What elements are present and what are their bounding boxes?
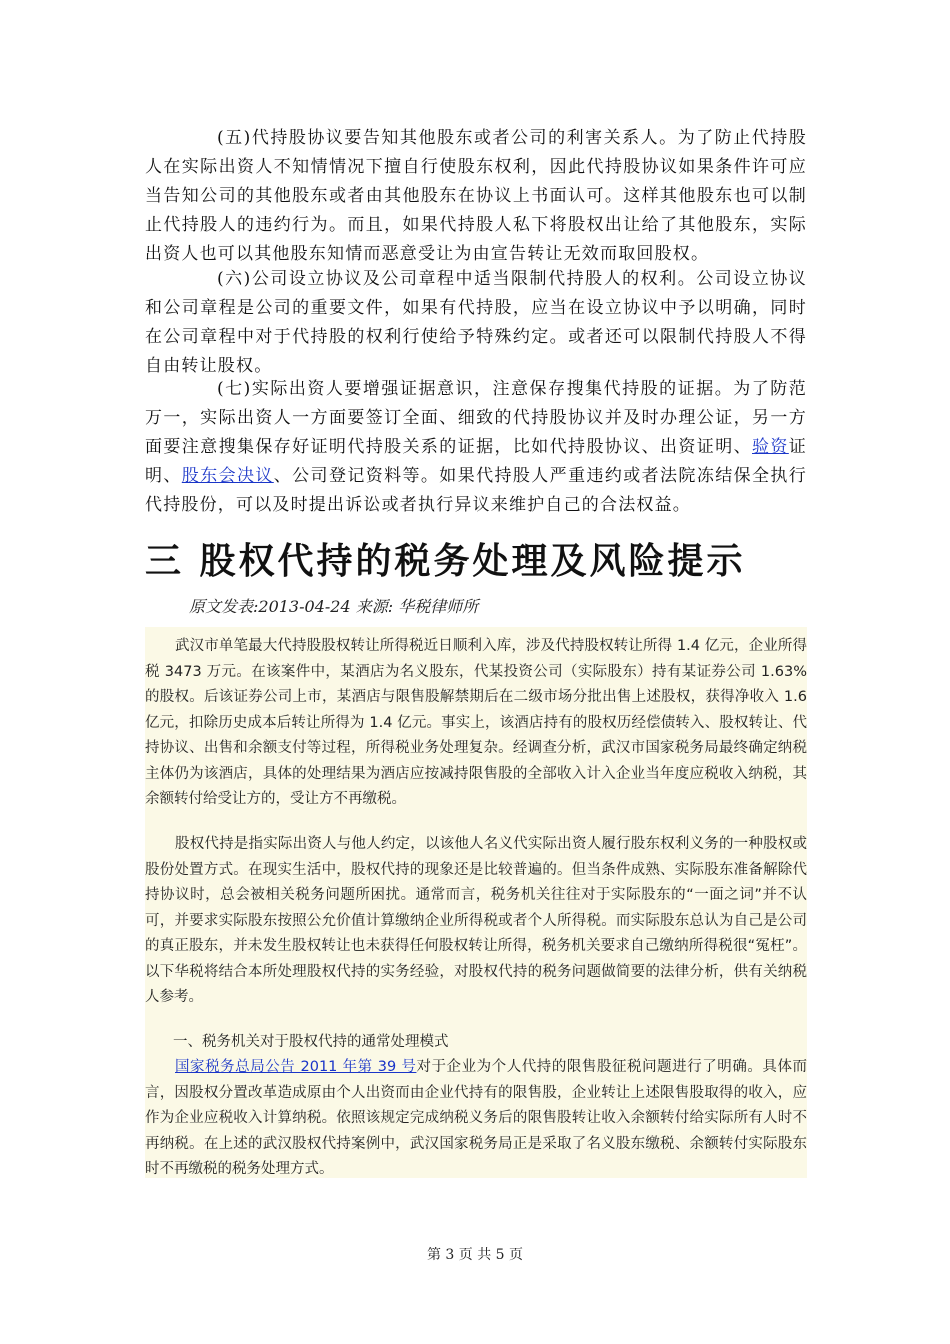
quoted-article-box	[145, 627, 807, 1178]
paragraph-five: (五)代持股协议要告知其他股东或者公司的利害关系人。为了防止代持股人在实际出资人不知情情况下擅自行使股东权利，因此代持股协议如果条件许可应当告知公司的其他股东或者由其他股东在协议上书面认可。这样其他股东也可以制止代持股人的违约行为。而且，如果代持股人私下将股权出让给了其他股东，实际出资人也可以其他股东知情而恶意受让为由宣告转让无效而取回股权。	[145, 128, 807, 264]
paragraph-seven-part-c: 、公司登记资料等。如果代持股人严重违约或者法院冻结保全执行代持股份，可以及时提出诉讼或者执行异议来维护自己的合法权益。	[145, 466, 807, 515]
article-meta: 原文发表:2013-04-24 来源: 华税律师所	[189, 597, 479, 616]
paragraph-seven-part-a: (七)实际出资人要增强证据意识，注意保存搜集代持股的证据。为了防范万一，实际出资人一方面要签订全面、细致的代持股协议并及时办理公证，另一方面要注意搜集保存好证明代持股关系的证据，比如代持股协议、出资证明、	[145, 379, 807, 457]
article-paragraph-1: 武汉市单笔最大代持股股权转让所得税近日顺利入库，涉及代持股权转让所得 1.4 亿元，企业所得税 3473 万元。在该案件中，某酒店为名义股东，代某投资公司（实际股东）持有某证券公司 1.63%的股权。后该证券公司上市，某酒店与限售股解禁期后在二级市场分批出售上述股权，获得净收入 1.6 亿元，扣除历史成本后转让所得为 1.4 亿元。事实上，该酒店持有的股权历经偿债转入、股权转让、代持协议、出售和余额支付等过程，所得税业务处理复杂。经调查分析，武汉市国家税务局最终确定纳税主体仍为该酒店，具体的处理结果为酒店应按减持限售股的全部收入计入企业当年度应税收入纳税，其余额转付给受让方的，受让方不再缴税。	[145, 638, 807, 807]
shareholder-resolution-link[interactable]: 股东会决议	[181, 466, 274, 486]
paragraph-seven-part-b: 证明、	[145, 437, 807, 486]
article-paragraph-4-text: 对于企业为个人代持的限售股征税问题进行了明确。具体而言，因股权分置改革造成原由个人出资而由企业代持有的限售股，企业转让上述限售股取得的收入，应作为企业应税收入计算纳税。依照该规定完成纳税义务后的限售股转让收入余额转付给实际所有人时不再纳税。在上述的武汉股权代持案例中，武汉国家税务局正是采取了名义股东缴税、余额转付实际股东时不再缴税的税务处理方式。	[145, 1059, 807, 1177]
capital-verification-link[interactable]: 验资	[752, 437, 789, 457]
paragraph-six: (六)公司设立协议及公司章程中适当限制代持股人的权利。公司设立协议和公司章程是公司的重要文件，如果有代持股，应当在设立协议中予以明确，同时在公司章程中对于代持股的权利行使给予特殊约定。或者还可以限制代持股人不得自由转让股权。	[145, 269, 807, 376]
article-paragraph-2: 股权代持是指实际出资人与他人约定，以该他人名义代实际出资人履行股东权利义务的一种股权或股份处置方式。在现实生活中，股权代持的现象还是比较普遍的。但当条件成熟、实际股东准备解除代持协议时，总会被相关税务问题所困扰。通常而言，税务机关往往对于实际股东的“一面之词”并不认可，并要求实际股东按照公允价值计算缴纳企业所得税或者个人所得税。而实际股东总认为自己是公司的真正股东，并未发生股权转让也未获得任何股权转让所得，税务机关要求自己缴纳所得税很“冤枉”。以下华税将结合本所处理股权代持的实务经验，对股权代持的税务问题做简要的法律分析，供有关纳税人参考。	[145, 836, 807, 1005]
tax-announcement-link[interactable]: 国家税务总局公告 2011 年第 39 号	[175, 1059, 417, 1075]
section-heading: 三 股权代持的税务处理及风险提示	[145, 541, 746, 582]
paragraph-seven	[145, 375, 807, 520]
article-paragraph-4	[145, 1055, 807, 1183]
page-number-footer: 第 3 页 共 5 页	[426, 1247, 524, 1263]
article-subheading: 一、税务机关对于股权代持的通常处理模式	[173, 1034, 449, 1050]
